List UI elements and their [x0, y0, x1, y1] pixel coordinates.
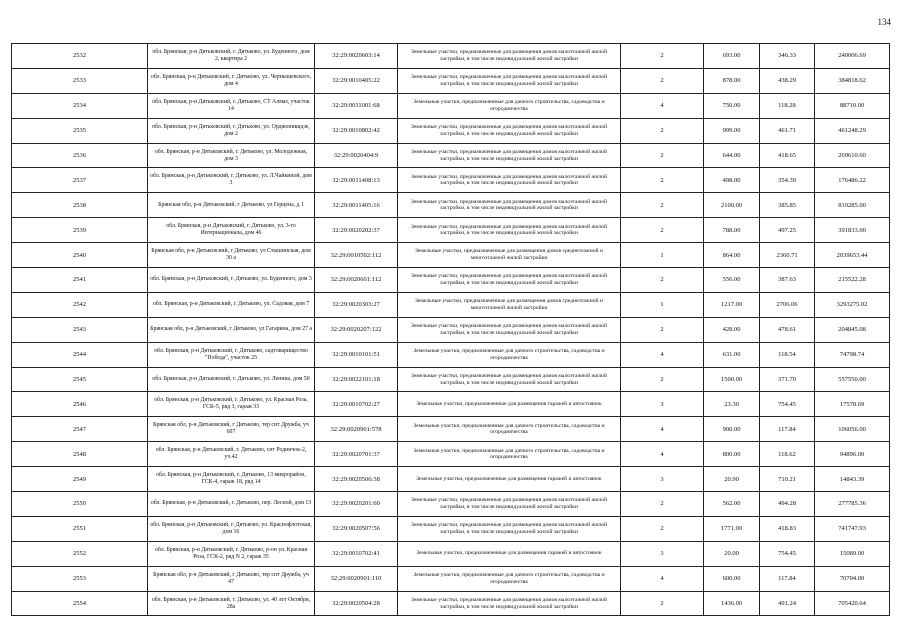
cadastral-number-cell: 32:29:0020207:122	[315, 317, 398, 342]
address-cell: обл. Брянская, р-н Дятьковский, г. Дятьково, ул. Красная Роза, ГСК-5, ряд 3, гараж 33	[148, 392, 315, 417]
land-use-cell: Земельные участки, предназначенные для размещения домов среднеэтажной и многоэтажной жилой застройки	[398, 243, 621, 268]
specific-value-cell: 2706.06	[760, 292, 815, 317]
land-use-cell: Земельные участки, предназначенные для размещения домов среднеэтажной и многоэтажной жилой застройки	[398, 292, 621, 317]
area-cell: 562.00	[704, 492, 760, 517]
row-number: 2551	[12, 516, 148, 541]
table-row	[12, 566, 890, 591]
table-row	[12, 168, 890, 193]
row-number: 2550	[12, 492, 148, 517]
land-use-cell: Земельные участки, предназначенные для дачного строительства, садоводства и огородничества	[398, 93, 621, 118]
land-use-cell: Земельные участки, предназначенные для размещения гаражей и автостоянок	[398, 392, 621, 417]
cadastral-value-cell: 391833.00	[815, 218, 890, 243]
area-cell: 788.00	[704, 218, 760, 243]
address-cell: Брянская обл, р-н Дятьковский, г Дятьково, тер снт Дружба, уч 47	[148, 566, 315, 591]
cadastral-value-cell: 2039653.44	[815, 243, 890, 268]
table-row	[12, 292, 890, 317]
group-cell: 2	[621, 317, 704, 342]
group-cell: 3	[621, 541, 704, 566]
address-cell: обл. Брянская, р-н Дятьковский, г. Дятьково, ул. 3-го Интернационала, дом 46	[148, 218, 315, 243]
address-cell: обл. Брянская, р-н Дятьковский, г. Дятьково, ул. Ленина, дом 50	[148, 367, 315, 392]
land-use-cell: Земельные участки, предназначенные для размещения домов малоэтажной жилой застройки, в том числе индивидуальной жилой застройки	[398, 516, 621, 541]
cadastral-number-cell: 32:29:0011001:68	[315, 93, 398, 118]
land-use-cell: Земельные участки, предназначенные для размещения домов малоэтажной жилой застройки, в том числе индивидуальной жилой застройки	[398, 44, 621, 69]
address-cell: обл. Брянская, р-н Дятьковский, г. Дятьково, снт Родничок-2, уч.42	[148, 442, 315, 467]
address-cell: обл. Брянская, р-н Дятьковский, г. Дятьково, ул. 40 лет Октября, 28а	[148, 591, 315, 616]
area-cell: 800.00	[704, 442, 760, 467]
cadastral-number-cell: 32:29:0020901:110	[315, 566, 398, 591]
row-number: 2552	[12, 541, 148, 566]
area-cell: 999.00	[704, 118, 760, 143]
land-use-cell: Земельные участки, предназначенные для размещения домов малоэтажной жилой застройки, в том числе индивидуальной жилой застройки	[398, 68, 621, 93]
group-cell: 2	[621, 591, 704, 616]
cadastral-number-cell: 32:29:0010702:41	[315, 541, 398, 566]
area-cell: 750.00	[704, 93, 760, 118]
table-row	[12, 342, 890, 367]
cadastral-number-cell: 32:29:0020901:578	[315, 417, 398, 442]
cadastral-number-cell: 32:29:0010702:27	[315, 392, 398, 417]
specific-value-cell: 494.28	[760, 492, 815, 517]
table-row	[12, 193, 890, 218]
address-cell: обл. Брянская, р-н Дятьковский, г. Дятьково, пер. Лесной, дом 13	[148, 492, 315, 517]
group-cell: 2	[621, 516, 704, 541]
area-cell: 1500.00	[704, 367, 760, 392]
row-number: 2554	[12, 591, 148, 616]
cadastral-value-cell: 15089.00	[815, 541, 890, 566]
cadastral-value-cell: 14843.39	[815, 467, 890, 492]
cadastral-number-cell: 32:29:0011405:16	[315, 193, 398, 218]
group-cell: 2	[621, 44, 704, 69]
area-cell: 878.00	[704, 68, 760, 93]
row-number: 2549	[12, 467, 148, 492]
specific-value-cell: 710.21	[760, 467, 815, 492]
table-row	[12, 317, 890, 342]
area-cell: 1771.00	[704, 516, 760, 541]
cadastral-value-cell: 70704.00	[815, 566, 890, 591]
address-cell: обл. Брянская, р-н Дятьковский, г. Дятьково, ул. Буденного, дом 2, квартира 2	[148, 44, 315, 69]
group-cell: 4	[621, 342, 704, 367]
cadastral-value-cell: 204845.08	[815, 317, 890, 342]
cadastral-number-cell: 32:29:0010405:22	[315, 68, 398, 93]
group-cell: 1	[621, 243, 704, 268]
cadastral-value-cell: 74798.74	[815, 342, 890, 367]
table-row	[12, 118, 890, 143]
table-row	[12, 442, 890, 467]
address-cell: Брянская обл, р-н Дятьковский, г Дятьково, ул Стышинская, дом 30 а	[148, 243, 315, 268]
specific-value-cell: 438.29	[760, 68, 815, 93]
cadastral-value-cell: 557550.00	[815, 367, 890, 392]
group-cell: 2	[621, 193, 704, 218]
cadastral-number-cell: 32:29:0020201:60	[315, 492, 398, 517]
table-row	[12, 143, 890, 168]
area-cell: 20.00	[704, 541, 760, 566]
table-row	[12, 591, 890, 616]
address-cell: обл. Брянская, р-н Дятьковский, г. Дятьково, СТ Алмаз, участок 14	[148, 93, 315, 118]
table-row	[12, 392, 890, 417]
specific-value-cell: 418.83	[760, 516, 815, 541]
cadastral-number-cell: 32:29:0010802:42	[315, 118, 398, 143]
cadastral-number-cell: 32:29:0022101:18	[315, 367, 398, 392]
address-cell: обл. Брянская, р-н Дятьковский, г. Дятьково, р-он ул. Красная Роза, ГСК-2, ряд N 2, гараж 35	[148, 541, 315, 566]
row-number: 2546	[12, 392, 148, 417]
address-cell: обл. Брянская, р-н Дятьковский, г. Дятьково, ул. Краснофлотская, дом 16	[148, 516, 315, 541]
area-cell: 631.00	[704, 342, 760, 367]
area-cell: 20.90	[704, 467, 760, 492]
table-row	[12, 44, 890, 69]
area-cell: 1217.00	[704, 292, 760, 317]
area-cell: 600.00	[704, 566, 760, 591]
table-row	[12, 541, 890, 566]
group-cell: 2	[621, 143, 704, 168]
land-use-cell: Земельные участки, предназначенные для размещения домов малоэтажной жилой застройки, в том числе индивидуальной жилой застройки	[398, 193, 621, 218]
group-cell: 2	[621, 118, 704, 143]
specific-value-cell: 497.25	[760, 218, 815, 243]
land-use-cell: Земельные участки, предназначенные для дачного строительства, садоводства и огородничества	[398, 566, 621, 591]
specific-value-cell: 118.62	[760, 442, 815, 467]
cadastral-value-cell: 3293275.02	[815, 292, 890, 317]
row-number: 2548	[12, 442, 148, 467]
cadastral-value-cell: 461248.29	[815, 118, 890, 143]
specific-value-cell: 354.39	[760, 168, 815, 193]
row-number: 2541	[12, 268, 148, 293]
row-number: 2543	[12, 317, 148, 342]
cadastral-number-cell: 32:29:0020404:9	[315, 143, 398, 168]
area-cell: 556.00	[704, 268, 760, 293]
specific-value-cell: 418.65	[760, 143, 815, 168]
cadastral-value-cell: 741747.93	[815, 516, 890, 541]
address-cell: Брянская обл, р-н Дятьковский, г Дятьково, тер снт Дружба, уч 607	[148, 417, 315, 442]
row-number: 2544	[12, 342, 148, 367]
cadastral-number-cell: 32:29:0020603:14	[315, 44, 398, 69]
group-cell: 3	[621, 467, 704, 492]
specific-value-cell: 117.84	[760, 417, 815, 442]
row-number: 2536	[12, 143, 148, 168]
land-use-cell: Земельные участки, предназначенные для размещения домов малоэтажной жилой застройки, в том числе индивидуальной жилой застройки	[398, 492, 621, 517]
table-body	[12, 44, 890, 616]
land-use-cell: Земельные участки, предназначенные для дачного строительства, садоводства и огородничества	[398, 417, 621, 442]
cadastral-value-cell: 705420.64	[815, 591, 890, 616]
specific-value-cell: 491.24	[760, 591, 815, 616]
cadastral-number-cell: 32:29:0020601:112	[315, 268, 398, 293]
row-number: 2532	[12, 44, 148, 69]
group-cell: 2	[621, 218, 704, 243]
table-row	[12, 243, 890, 268]
table-row	[12, 417, 890, 442]
specific-value-cell: 2360.71	[760, 243, 815, 268]
area-cell: 644.00	[704, 143, 760, 168]
cadastral-value-cell: 215522.28	[815, 268, 890, 293]
cadastral-value-cell: 17578.69	[815, 392, 890, 417]
cadastral-number-cell: 32:29:0020202:37	[315, 218, 398, 243]
row-number: 2535	[12, 118, 148, 143]
address-cell: Брянская обл, р-н Дятьковский, г Дятьково, ул Герцена, д 1	[148, 193, 315, 218]
row-number: 2547	[12, 417, 148, 442]
cadastral-number-cell: 32:29:0011408:13	[315, 168, 398, 193]
page-number: 134	[877, 17, 891, 27]
table-row	[12, 516, 890, 541]
group-cell: 2	[621, 68, 704, 93]
land-use-cell: Земельные участки, предназначенные для размещения домов малоэтажной жилой застройки, в том числе индивидуальной жилой застройки	[398, 118, 621, 143]
row-number: 2534	[12, 93, 148, 118]
area-cell: 900.00	[704, 417, 760, 442]
specific-value-cell: 387.63	[760, 268, 815, 293]
table-row	[12, 93, 890, 118]
specific-value-cell: 118.54	[760, 342, 815, 367]
group-cell: 2	[621, 492, 704, 517]
row-number: 2553	[12, 566, 148, 591]
cadastral-number-cell: 32:29:0010502:112	[315, 243, 398, 268]
row-number: 2538	[12, 193, 148, 218]
cadastral-value-cell: 384818.62	[815, 68, 890, 93]
table-row	[12, 367, 890, 392]
cadastral-value-cell: 88710.00	[815, 93, 890, 118]
address-cell: Брянская обл, р-н Дятьковский, г Дятьково, ул Гагарина, дом 27 а	[148, 317, 315, 342]
group-cell: 2	[621, 367, 704, 392]
row-number: 2540	[12, 243, 148, 268]
area-cell: 23.30	[704, 392, 760, 417]
specific-value-cell: 478.61	[760, 317, 815, 342]
cadastral-value-cell: 176486.22	[815, 168, 890, 193]
specific-value-cell: 754.45	[760, 541, 815, 566]
specific-value-cell: 754.45	[760, 392, 815, 417]
table-row	[12, 467, 890, 492]
cadastral-value-cell: 106056.00	[815, 417, 890, 442]
area-cell: 693.00	[704, 44, 760, 69]
row-number: 2542	[12, 292, 148, 317]
group-cell: 2	[621, 168, 704, 193]
row-number: 2539	[12, 218, 148, 243]
land-use-cell: Земельные участки, предназначенные для размещения гаражей и автостоянок	[398, 541, 621, 566]
land-use-cell: Земельные участки, предназначенные для размещения домов малоэтажной жилой застройки, в том числе индивидуальной жилой застройки	[398, 317, 621, 342]
specific-value-cell: 118.28	[760, 93, 815, 118]
land-use-cell: Земельные участки, предназначенные для дачного строительства, садоводства и огородничества	[398, 442, 621, 467]
area-cell: 2100.00	[704, 193, 760, 218]
group-cell: 3	[621, 392, 704, 417]
group-cell: 1	[621, 292, 704, 317]
cadastral-value-table	[11, 43, 890, 616]
cadastral-number-cell: 32:29:0010101:51	[315, 342, 398, 367]
cadastral-value-cell: 240006.69	[815, 44, 890, 69]
land-use-cell: Земельные участки, предназначенные для размещения домов малоэтажной жилой застройки, в том числе индивидуальной жилой застройки	[398, 591, 621, 616]
address-cell: обл. Брянская, р-н Дятьковский, г. Дятьково, ул. Чернышевского, дом 4	[148, 68, 315, 93]
group-cell: 4	[621, 442, 704, 467]
area-cell: 1436.00	[704, 591, 760, 616]
address-cell: обл. Брянская, р-н Дятьковский, г. Дятьково, ул. Л.Чайкиной, дом 3	[148, 168, 315, 193]
table-row	[12, 268, 890, 293]
land-use-cell: Земельные участки, предназначенные для размещения домов малоэтажной жилой застройки, в том числе индивидуальной жилой застройки	[398, 367, 621, 392]
cadastral-number-cell: 32:29:0020303:27	[315, 292, 398, 317]
cadastral-value-cell: 94896.00	[815, 442, 890, 467]
cadastral-number-cell: 32:29:0020701:37	[315, 442, 398, 467]
group-cell: 2	[621, 268, 704, 293]
table-row	[12, 492, 890, 517]
row-number: 2537	[12, 168, 148, 193]
area-cell: 498.00	[704, 168, 760, 193]
address-cell: обл. Брянская, р-н Дятьковский, г. Дятьково, садтоварищество "Победа", участок 25	[148, 342, 315, 367]
land-use-cell: Земельные участки, предназначенные для размещения домов малоэтажной жилой застройки, в том числе индивидуальной жилой застройки	[398, 168, 621, 193]
address-cell: обл. Брянская, р-н Дятьковский, г. Дятьково, ул. Садовая, дом 7	[148, 292, 315, 317]
land-use-cell: Земельные участки, предназначенные для дачного строительства, садоводства и огородничества	[398, 342, 621, 367]
cadastral-number-cell: 32:29:0020507:56	[315, 516, 398, 541]
area-cell: 864.00	[704, 243, 760, 268]
row-number: 2545	[12, 367, 148, 392]
area-cell: 428.00	[704, 317, 760, 342]
land-use-cell: Земельные участки, предназначенные для размещения домов малоэтажной жилой застройки, в том числе индивидуальной жилой застройки	[398, 218, 621, 243]
group-cell: 4	[621, 566, 704, 591]
group-cell: 4	[621, 417, 704, 442]
land-use-cell: Земельные участки, предназначенные для размещения гаражей и автостоянок	[398, 467, 621, 492]
address-cell: обл. Брянская, р-н Дятьковский, г. Дятьково, 13 микрорайон, ГСК-4, гараж 18, ряд 14	[148, 467, 315, 492]
table-row	[12, 218, 890, 243]
land-use-cell: Земельные участки, предназначенные для размещения домов малоэтажной жилой застройки, в том числе индивидуальной жилой застройки	[398, 268, 621, 293]
specific-value-cell: 346.33	[760, 44, 815, 69]
cadastral-number-cell: 32:29:0020504:28	[315, 591, 398, 616]
specific-value-cell: 371.70	[760, 367, 815, 392]
cadastral-value-cell: 810285.00	[815, 193, 890, 218]
table-row	[12, 68, 890, 93]
land-use-cell: Земельные участки, предназначенные для размещения домов малоэтажной жилой застройки, в том числе индивидуальной жилой застройки	[398, 143, 621, 168]
address-cell: обл. Брянская, р-н Дятьковский, г. Дятьково, ул. Буденного, дом 3	[148, 268, 315, 293]
specific-value-cell: 461.71	[760, 118, 815, 143]
cadastral-number-cell: 32:29:0020506:38	[315, 467, 398, 492]
address-cell: обл. Брянская, р-н Дятьковский, г. Дятьково, ул. Молодежная, дом 3	[148, 143, 315, 168]
specific-value-cell: 385.85	[760, 193, 815, 218]
specific-value-cell: 117.84	[760, 566, 815, 591]
cadastral-value-cell: 269610.60	[815, 143, 890, 168]
address-cell: обл. Брянская, р-н Дятьковский, г. Дятьково, ул. Орджоникидзе, дом 2	[148, 118, 315, 143]
group-cell: 4	[621, 93, 704, 118]
row-number: 2533	[12, 68, 148, 93]
cadastral-value-cell: 277785.36	[815, 492, 890, 517]
